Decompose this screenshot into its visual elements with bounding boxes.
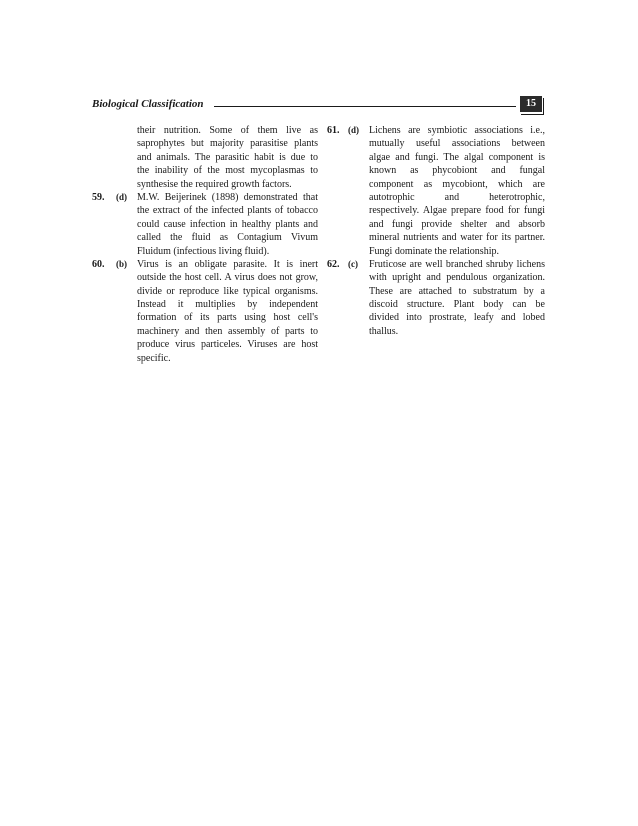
text-line: formation of its parts using host cell's (137, 312, 318, 324)
text-line: Fruticose are well branched shruby lichens (369, 258, 545, 270)
text-line: Virus is an obligate parasite. It is inert (137, 258, 318, 270)
text-line: their nutrition. Some of them live as (137, 125, 318, 136)
answer-option: (c) (348, 258, 358, 269)
question-number: 59. (92, 191, 105, 203)
answer-60 (92, 258, 318, 365)
question-number: 61. (327, 125, 340, 136)
text-line: could cause infection in healthy plants and (137, 218, 318, 230)
text-line: algae and fungi. The algal component is (369, 151, 545, 163)
page-number: 15 (520, 96, 542, 112)
question-number: 60. (92, 258, 105, 270)
text-line: divided into prostrate, leafy and lobed (369, 312, 545, 324)
text-line: the inability of the most mycoplasmas to (137, 165, 318, 177)
text-line: specific. (137, 352, 171, 364)
running-title: Biological Classification (92, 98, 204, 110)
text-line: discoid structure. Plant body can be (369, 299, 545, 311)
answer-option: (b) (116, 258, 127, 269)
text-line: mineral nutrients and water for its partner. (369, 232, 545, 244)
text-line: and animals. The parasitic habit is due to (137, 151, 318, 163)
text-line: respectively. Algae prepare food for fungi (369, 205, 545, 217)
answer-59 (92, 191, 318, 258)
text-line: divide or reproduce like typical organisms. (137, 285, 318, 297)
header-rule (214, 106, 516, 107)
text-line: Instead it multiplies by independent (137, 299, 318, 311)
left-column (92, 124, 318, 365)
text-line: component as mycobiont, which are (369, 178, 545, 190)
question-number: 62. (327, 258, 340, 270)
text-line: thallus. (369, 325, 399, 337)
text-line: the extract of the infected plants of tobacco (137, 205, 318, 217)
text-line: autotrophic and heterotrophic, (369, 191, 545, 203)
text-line: with upright and pendulous organization. (369, 272, 545, 284)
text-line: called the fluid as Contagium Vivum (137, 232, 318, 244)
text-line: Lichens are symbiotic associations i.e., (369, 125, 545, 136)
answer-continuation (92, 124, 318, 191)
text-line: These are attached to substratum by a (369, 285, 545, 297)
text-line: machinery and then assembly of parts to (137, 325, 318, 337)
text-line: M.W. Beijerinek (1898) demonstrated that (137, 191, 318, 203)
right-column (327, 124, 545, 338)
answer-61 (327, 124, 545, 258)
text-line: and fungi provide shelter and absorb (369, 218, 545, 230)
page-header (92, 96, 544, 116)
answer-option: (d) (116, 191, 127, 202)
text-line: mutually useful associations between (369, 138, 545, 150)
text-line: saprophytes but majority parasitise plants (137, 138, 318, 150)
text-line: outside the host cell. A virus does not grow, (137, 272, 318, 284)
text-line: produce virus particeles. Viruses are host (137, 339, 318, 351)
text-line: known as phycobiont and fungal (369, 165, 545, 177)
text-line: Fungi dominate the relationship. (369, 245, 499, 257)
text-line: Fluidum (infectious living fluid). (137, 245, 270, 257)
answer-62 (327, 258, 545, 338)
answer-option: (d) (348, 125, 359, 135)
text-line: synthesise the required growth factors. (137, 178, 292, 190)
